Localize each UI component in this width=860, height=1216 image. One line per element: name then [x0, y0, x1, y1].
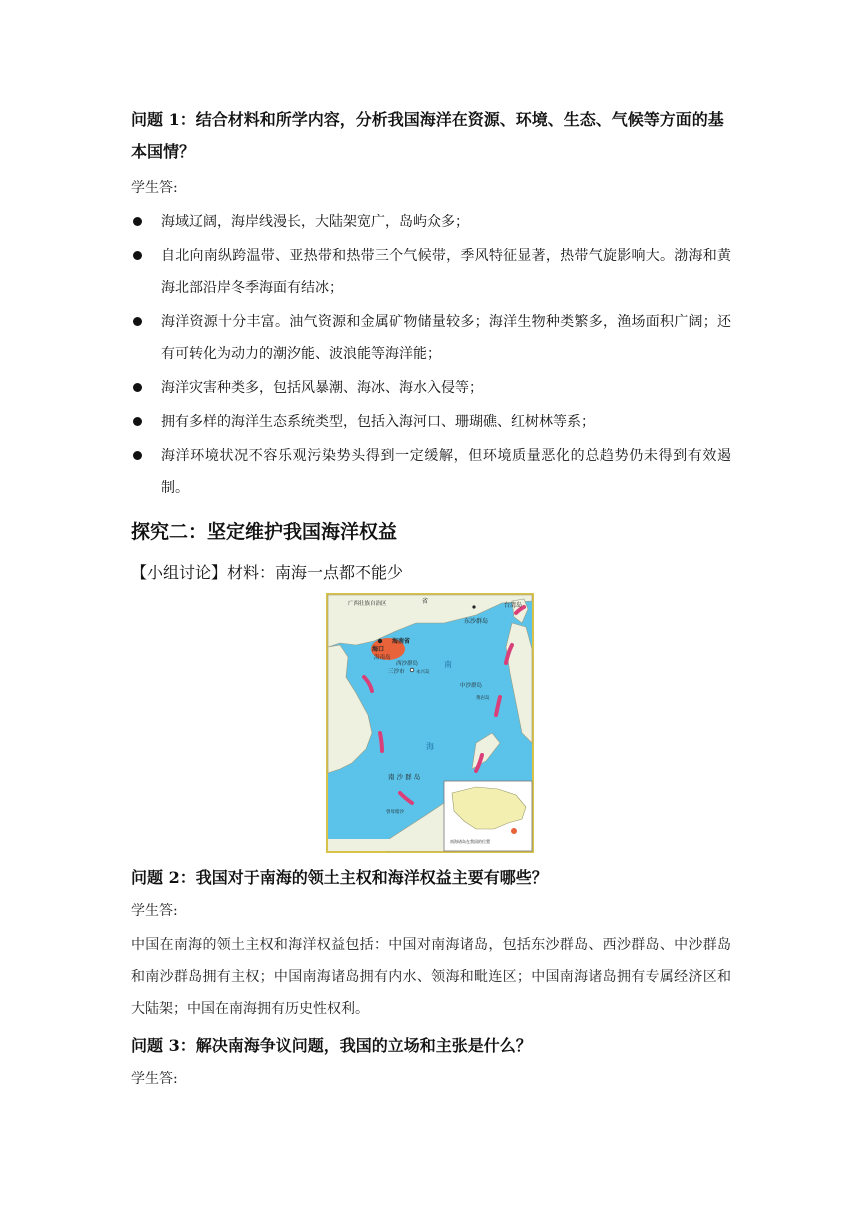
section-heading: 探究二：坚定维护我国海洋权益	[131, 521, 398, 543]
answer-label-3: 学生答:	[131, 1071, 178, 1087]
map-label-guangxi: 广西壮族自治区	[348, 601, 387, 607]
map-label-inset: 南海诸岛在我国的位置	[450, 839, 490, 844]
map-label-zengmu: 曾母暗沙	[386, 810, 404, 815]
question-2-answer: 中国在南海的领土主权和海洋权益包括：中国对南海诸岛，包括东沙群岛、西沙群岛、中沙群岛和南沙群岛拥有主权；中国南海诸岛拥有内水、领海和毗连区；中国南海诸岛拥有专属经济区和大陆架；中国在南海拥有历史性权利。	[131, 937, 731, 1017]
south-china-sea-map	[326, 593, 534, 853]
map-label-sansha: 三沙市	[388, 669, 405, 675]
map-label-haikou: 海口	[372, 646, 385, 653]
list-item: 海洋环境状况不容乐观污染势头得到一定缓解，但环境质量恶化的总趋势仍未得到有效遏制。	[131, 440, 731, 504]
question-1-text: 结合材料和所学内容，分析我国海洋在资源、环境、生态、气候等方面的基本国情？	[131, 110, 724, 161]
group-discussion	[131, 560, 403, 586]
list-item: 海域辽阔，海岸线漫长，大陆架宽广，岛屿众多；	[131, 206, 731, 238]
bullet-dot-icon	[133, 217, 142, 226]
question-2	[131, 862, 731, 894]
map-label-yongxing: 永兴岛	[416, 670, 430, 675]
bullet-dot-icon	[133, 417, 142, 426]
question-1	[131, 104, 731, 168]
question-2-text: 我国对于南海的领土主权和海洋权益主要有哪些？	[195, 868, 548, 887]
sansha-dot-icon	[410, 668, 414, 672]
map-label-xisha: 西沙群岛	[396, 661, 419, 667]
bullet-dot-icon	[133, 251, 142, 260]
map-label-hainan-province: 海南省	[392, 638, 411, 645]
bullet-dot-icon	[133, 317, 142, 326]
list-item: 拥有多样的海洋生态系统类型，包括入海河口、珊瑚礁、红树林等系；	[131, 406, 731, 438]
question-2-label: 问题 2：	[131, 868, 196, 887]
dongsha-dot-icon	[472, 605, 475, 608]
list-item: 海洋资源十分丰富。油气资源和金属矿物储量较多；海洋生物种类繁多，渔场面积广阔；还有可转化为动力的潮汐能、波浪能等海洋能；	[131, 306, 731, 370]
haikou-dot-icon	[378, 639, 382, 643]
list-item: 自北向南纵跨温带、亚热带和热带三个气候带，季风特征显著，热带气旋影响大。渤海和黄海北部沿岸冬季海面有结冰；	[131, 240, 731, 304]
discussion-tag: 【小组讨论】	[131, 563, 228, 582]
question-1-label: 问题 1：	[131, 110, 196, 129]
answer-bullet-list	[131, 206, 731, 506]
answer-label-1: 学生答:	[131, 180, 178, 196]
bullet-dot-icon	[133, 383, 142, 392]
map-label-nan: 南	[444, 660, 452, 669]
discussion-text: 材料：南海一点都不能少	[227, 563, 404, 582]
map-label-nansha: 南 沙 群 岛	[388, 773, 421, 781]
map-label-hainan-island: 海南岛	[374, 655, 391, 661]
inset-location-dot-icon	[511, 828, 517, 834]
bullet-dot-icon	[133, 451, 142, 460]
map-label-hai: 海	[426, 742, 434, 751]
list-item: 海洋灾害种类多，包括风暴潮、海冰、海水入侵等；	[131, 372, 731, 404]
map-label-taiwan: 台湾岛	[504, 602, 523, 609]
question-3	[131, 1030, 731, 1062]
answer-label-2: 学生答:	[131, 903, 178, 919]
question-3-text: 解决南海争议问题，我国的立场和主张是什么？	[195, 1036, 532, 1055]
map-label-huangyan: 黄岩岛	[476, 696, 490, 701]
question-3-label: 问题 3：	[131, 1036, 196, 1055]
map-label-guangdong: 省	[422, 598, 429, 605]
map-label-dongsha: 东沙群岛	[464, 618, 489, 625]
map-label-zhongsha: 中沙群岛	[460, 683, 483, 689]
